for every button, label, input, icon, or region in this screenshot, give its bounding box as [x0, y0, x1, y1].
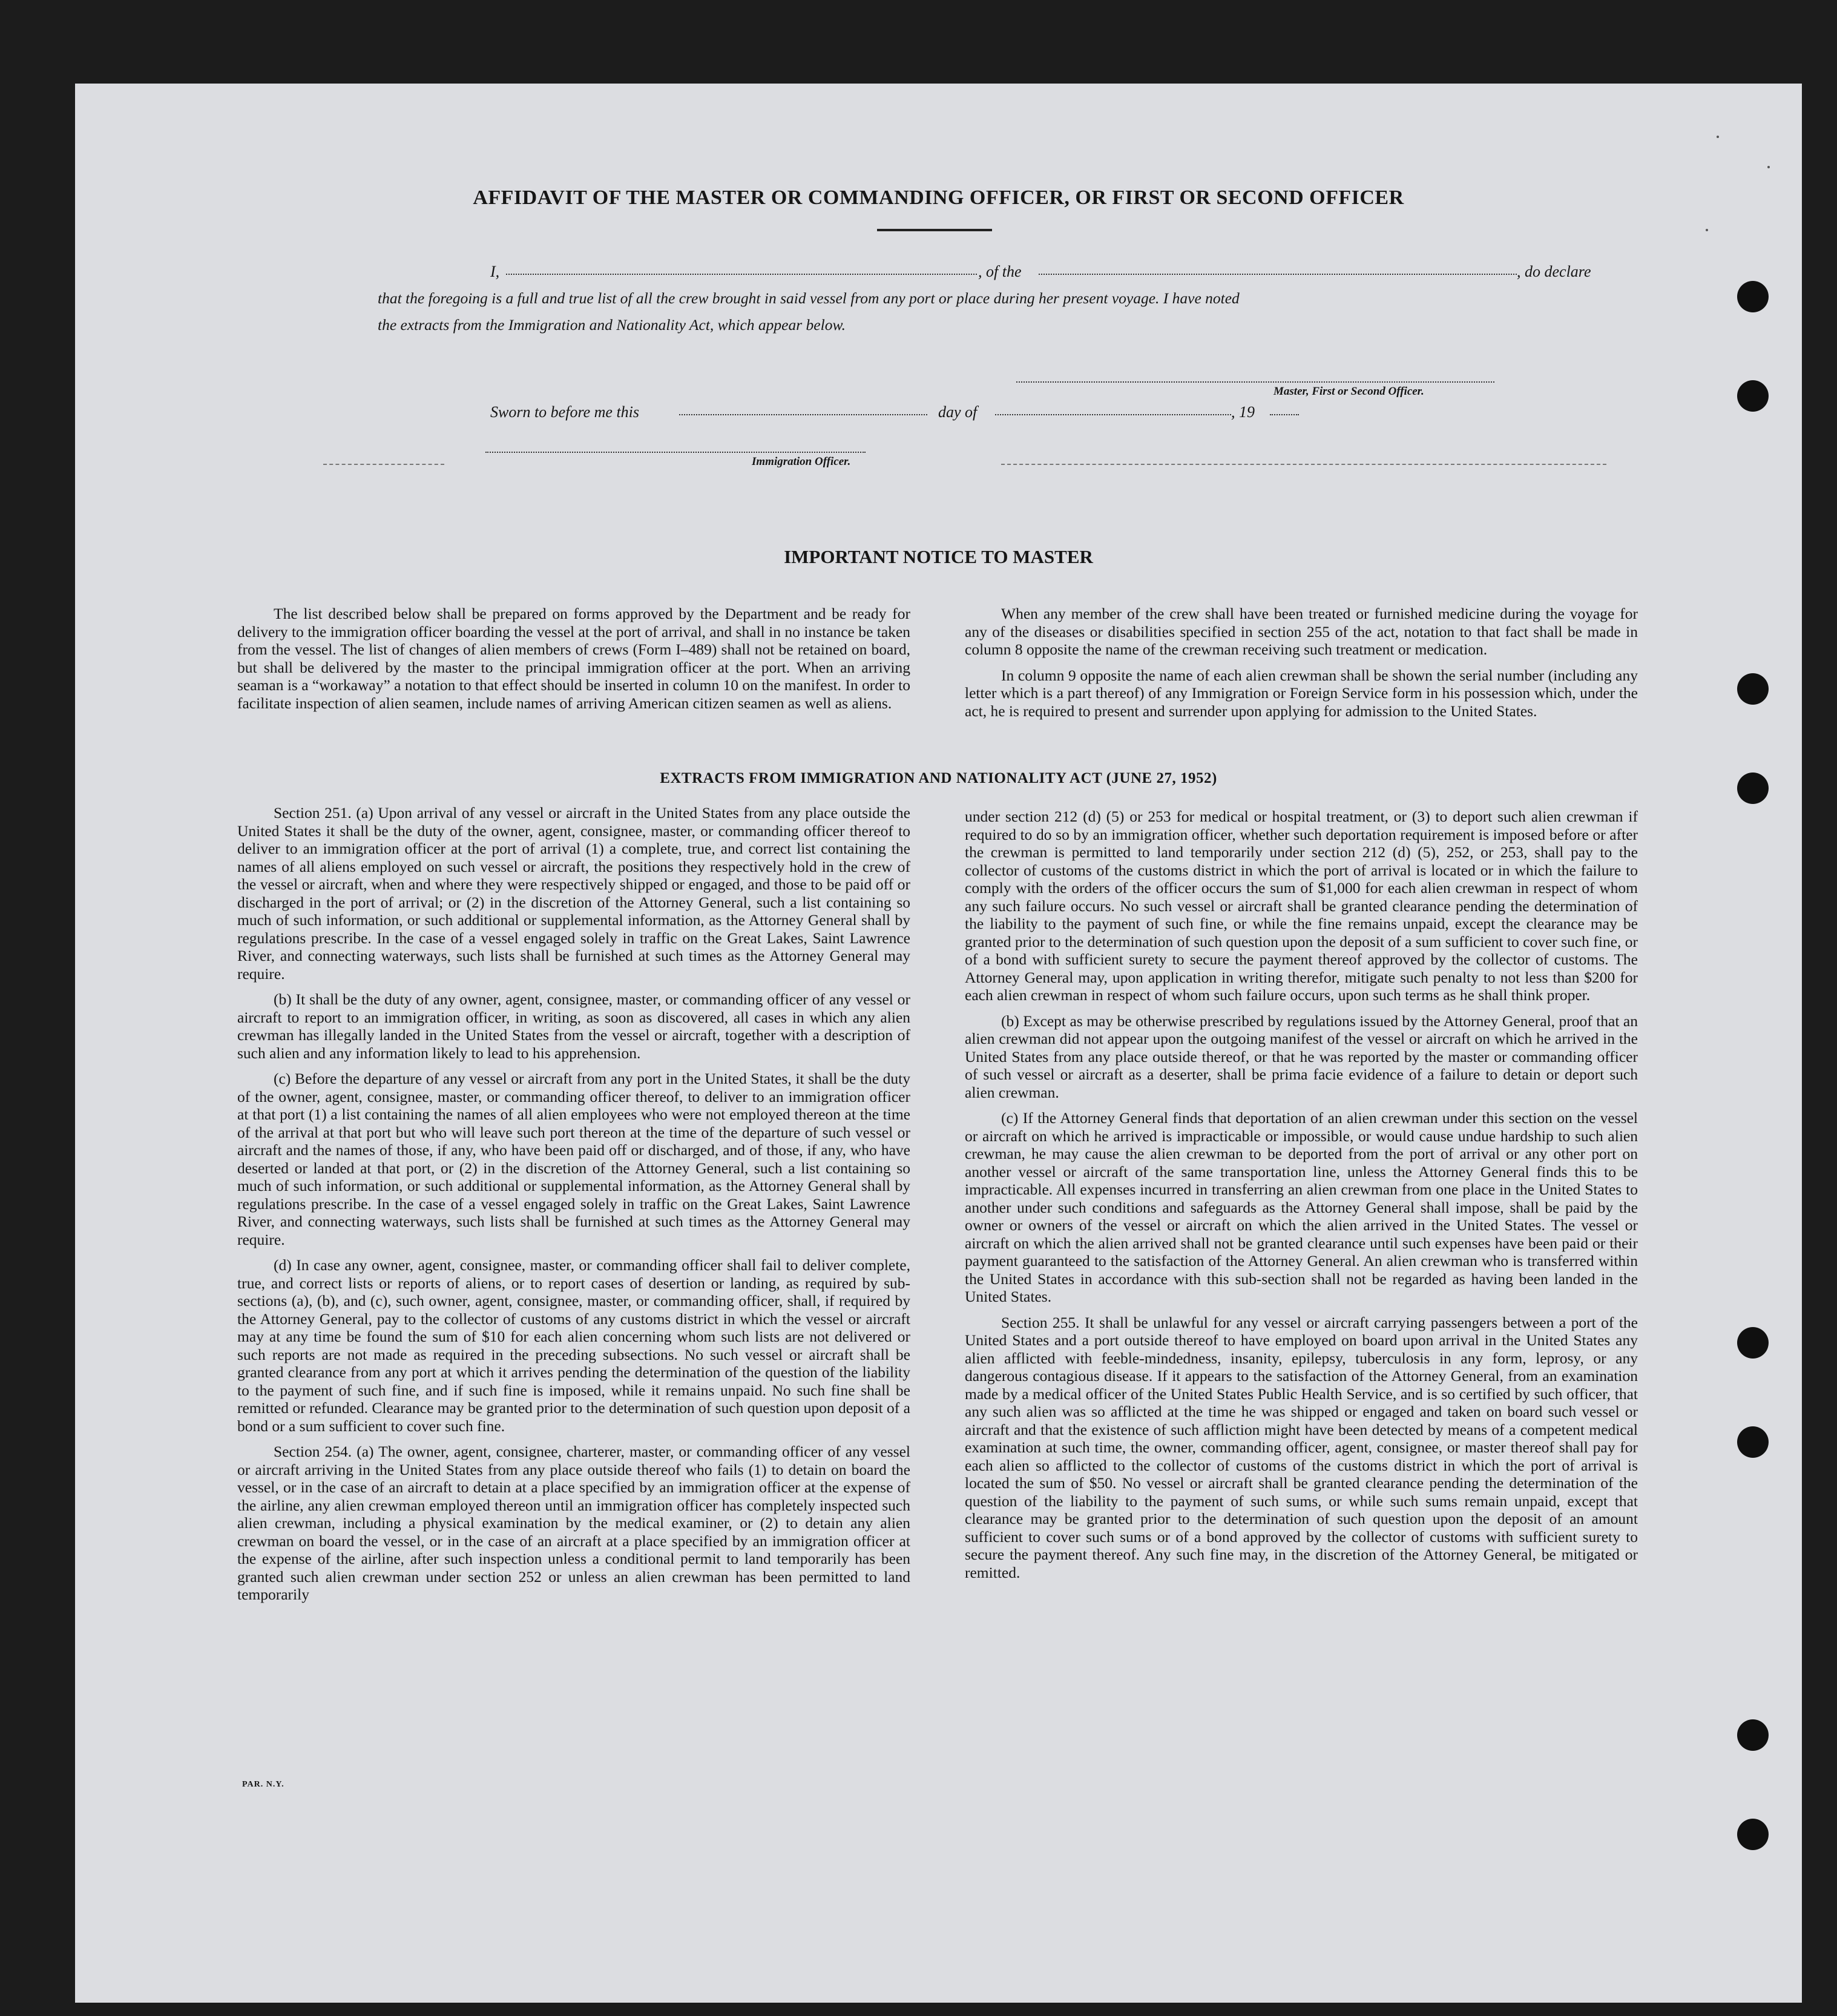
document-page: [75, 84, 1802, 2003]
master-caption: Master, First or Second Officer.: [1273, 385, 1424, 398]
title-rule: [877, 229, 992, 231]
section-251-c: (c) Before the departure of any vessel or aircraft from any port in the United States, it shall be the duty of the owner, agent, consignee, master, or commanding officer thereof, to deliver to an immigration officer at that port (1) a list containing the names of all alien employees who were not employed thereon at the time of the arrival at that port but who will leave such port thereon at the time of the departure of such vessel or aircraft and the names of those, if any, who have been paid off or discharged, and of those, if any, who have deserted or landed at that port, or (2) in the discretion of the Attorney General, such a list containing so much of such information, or such additional or supplemental information, as the Attorney General shall by regulations prescribe. In the case of a vessel engaged solely in traffic on the Great Lakes, Saint Lawrence River, and connecting waterways, such lists shall be furnished at such times as the Attorney General may require.: [237, 1070, 910, 1248]
year-field[interactable]: [1270, 403, 1299, 415]
officer-caption: Immigration Officer.: [752, 455, 851, 468]
affidavit-title: AFFIDAVIT OF THE MASTER OR COMMANDING OFFICER, OR FIRST OR SECOND OFFICER: [473, 186, 1404, 209]
declaration-i: I,: [490, 263, 500, 280]
punch-hole: [1737, 1719, 1769, 1751]
officer-signature-line[interactable]: [485, 452, 866, 453]
sworn-day-field[interactable]: [679, 403, 927, 415]
declaration-line-2: that the foregoing is a full and true list of all the crew brought in said vessel from any port or place during her present voyage. I have noted: [378, 289, 1240, 307]
speck: [1767, 166, 1770, 168]
cut-line-right: [1001, 464, 1606, 465]
speck: [1706, 229, 1708, 231]
notice-title: IMPORTANT NOTICE TO MASTER: [784, 546, 1093, 567]
notice-right-paragraph-1: When any member of the crew shall have been treated or furnished medicine during the voyage for any of the diseases or disabilities specified in section 255 of the act, notation to that fact shall be made in column 8 opposite the name of the crewman receiving such treatment or medication.: [965, 605, 1638, 658]
notice-right-paragraph-2: In column 9 opposite the name of each alien crewman shall be shown the serial number (including any letter which is a part thereof) of any Immigration or Foreign Service form in his possession which, under the act, he is required to present and surrender upon applying for admission to the United States.: [965, 666, 1638, 720]
notice-left-paragraph: The list described below shall be prepared on forms approved by the Department and be ready for delivery to the immigration officer boarding the vessel at the port of arrival, and shall in no instance be taken from the vessel. The list of changes of alien members of crews (Form I–489) shall not be retained on board, but shall be delivered by the master to the principal immigration officer at the port. When an arriving seaman is a “workaway” a notation to that effect should be inserted in column 10 on the manifest. In order to facilitate inspection of alien seamen, include names of arriving American citizen seamen as well as aliens.: [237, 605, 910, 712]
day-of-label: day of: [938, 403, 978, 421]
punch-hole: [1737, 1426, 1769, 1458]
punch-hole: [1737, 281, 1769, 312]
extracts-title: EXTRACTS FROM IMMIGRATION AND NATIONALITY ACT (JUNE 27, 1952): [660, 770, 1217, 786]
punch-hole: [1737, 1819, 1769, 1850]
notice-left-column: [237, 605, 910, 720]
section-255: Section 255. It shall be unlawful for any vessel or aircraft carrying passengers between a port of the United States and a port outside thereof to have employed on board upon arrival in the United States any alien afflicted with feeble-mindedness, insanity, epilepsy, tuberculosis in any form, leprosy, or any dangerous contagious disease. If it appears to the satisfaction of the Attorney General, from an examination made by a medical officer of the United States Public Health Service, and is so certified by such officer, that any such alien was so afflicted at the time he was shipped or engaged and taken on board such vessel or aircraft and that the existence of such affliction might have been detected by means of a competent medical examination at such time, the owner, commanding officer, agent, consignee, or master thereof shall pay for each alien so afflicted to the collector of customs of the customs district in which the port of arrival is located the sum of $50. No vessel or aircraft shall be granted clearance pending the determination of the question of the liability to the payment of such sums, or while such sums remain unpaid, except that clearance may be granted prior to the determination of such question upon the deposit of an amount sufficient to cover such sums or of a bond approved by the collector of customs with sufficient surety to secure the payment thereof. Any such fine may, in the discretion of the Attorney General, be mitigated or remitted.: [965, 1313, 1638, 1581]
sworn-month-field[interactable]: [995, 403, 1231, 415]
year-label: , 19: [1231, 403, 1255, 421]
punch-hole: [1737, 673, 1769, 705]
section-251-b: (b) It shall be the duty of any owner, agent, consignee, master, or commanding officer of any vessel or aircraft to report to an immigration officer, in writing, as soon as discovered, all cases in which any alien crewman has illegally landed in the United States from the vessel or aircraft, together with a description of such alien and any information likely to lead to his apprehension.: [237, 990, 910, 1062]
vessel-field[interactable]: [1039, 263, 1517, 275]
punch-hole: [1737, 1327, 1769, 1359]
printer-mark: PAR. N.Y.: [242, 1780, 284, 1789]
sworn-label: Sworn to before me this: [490, 403, 640, 421]
speck: [1717, 136, 1719, 138]
master-signature-line[interactable]: [1016, 381, 1494, 383]
section-251-d: (d) In case any owner, agent, consignee, master, or commanding officer shall fail to deliver complete, true, and correct lists or reports of aliens, or to report cases of desertion or landing, as required by sub-sections (a), (b), and (c), such owner, agent, consignee, master, or commanding officer, shall, if required by the Attorney General, pay to the collector of customs of any customs district in which the vessel or aircraft may at any time be found the sum of $10 for each alien concerning whom such lists are not delivered or such reports are not made as required in the preceding subsections. No such vessel or aircraft shall be granted clearance from any port at which it arrives pending the determination of the question of the liability to the payment of such fine, and if such fine is imposed, while it remains unpaid. No such fine shall be remitted or refunded. Clearance may be granted prior to the determination of such question upon deposit of a bond or a sum sufficient to cover such fine.: [237, 1256, 910, 1435]
declaration-of-the: , of the: [978, 263, 1022, 280]
section-254-b: (b) Except as may be otherwise prescribed by regulations issued by the Attorney General, proof that an alien crewman did not appear upon the outgoing manifest of the vessel or aircraft on which he arrived in the United States from any place outside thereof, or that he was reported by the master or commanding officer of such vessel or aircraft as a deserter, shall be prima facie evidence of a failure to detain or deport such alien crewman.: [965, 1012, 1638, 1101]
punch-hole: [1737, 772, 1769, 804]
extracts-left-column: [237, 804, 910, 1612]
section-254-a: Section 254. (a) The owner, agent, consignee, charterer, master, or commanding officer of any vessel or aircraft arriving in the United States from any place outside thereof who fails (1) to detain on board the vessel, or in the case of an aircraft to detain at a place specified by an immigration officer at the expense of the airline, any alien crewman employed thereon until an immigration officer has completely inspected such alien crewman, including a physical examination by the medical examiner, or (2) to detain any alien crewman on board the vessel, or in the case of an aircraft at a place specified by an immigration officer at the expense of the airline, after such inspection unless a conditional permit to land temporarily has been granted such alien crewman under section 252 or unless an alien crewman has been permitted to land temporarily: [237, 1443, 910, 1603]
cut-line-left: [323, 464, 444, 465]
declaration-do-declare: , do declare: [1517, 263, 1591, 280]
section-254-c: (c) If the Attorney General finds that deportation of an alien crewman under this section on the vessel or aircraft on which he arrived is impracticable or impossible, or would cause undue hardship to such alien crewman, he may cause the alien crewman to be deported from the port of arrival or any other port on another vessel or aircraft of the same transportation line, unless the Attorney General finds this to be impracticable. All expenses incurred in transferring an alien crewman from one place in the United States to another under such conditions and safeguards as the Attorney General shall impose, shall be paid by the owner or owners of the vessel or aircraft on which the alien arrived in the United States. The vessel or aircraft on which the alien arrived shall not be granted clearance until such expenses have been paid or their payment guaranteed to the satisfaction of the Attorney General. An alien crewman who is transferred within the United States in accordance with this sub-section shall not be regarded as having been landed in the United States.: [965, 1109, 1638, 1305]
declaration-line-3: the extracts from the Immigration and Nationality Act, which appear below.: [378, 316, 846, 334]
name-field[interactable]: [506, 263, 977, 275]
section-254-a-continued: under section 212 (d) (5) or 253 for medical or hospital treatment, or (3) to deport such alien crewman if required to do so by an immigration officer, whether such deportation requirement is imposed before or after the crewman is permitted to land temporarily under section 212 (d) (5), 252, or 253, shall pay to the collector of customs of the customs district in which the port of arrival is located or in which the failure to comply with the orders of the officer occurs the sum of $1,000 for each alien crewman in respect of whom any such failure occurs. No such vessel or aircraft shall be granted clearance pending the determination of the liability to the payment of such fine, or while the fine remains unpaid, except the clearance may be granted prior to the determination of such question upon the deposit of a sum sufficient to cover such fine, or of a bond with sufficient surety to secure the payment thereof approved by the collector of customs. The Attorney General may, upon application in writing therefor, mitigate such penalty to not less than $200 for each alien crewman in respect of whom such failure occurs, upon such terms as he shall think proper.: [965, 808, 1638, 1004]
extracts-right-column: [965, 808, 1638, 1589]
notice-right-column: [965, 605, 1638, 728]
punch-hole: [1737, 380, 1769, 412]
section-251-a: Section 251. (a) Upon arrival of any vessel or aircraft in the United States from any place outside the United States it shall be the duty of the owner, agent, consignee, master, or commanding officer thereof to deliver to an immigration officer at the port of arrival (1) a complete, true, and correct list containing the names of all aliens employed on such vessel or aircraft, the positions they respectively hold in the crew of the vessel or aircraft, when and where they were respectively shipped or engaged, and those to be paid off or discharged in the port of arrival; or (2) in the discretion of the Attorney General, such a list containing so much of such information, or such additional or supplemental information, as the Attorney General shall by regulations prescribe. In the case of a vessel engaged solely in traffic on the Great Lakes, Saint Lawrence River, and connecting waterways, such lists shall be furnished at such times as the Attorney General may require.: [237, 804, 910, 983]
